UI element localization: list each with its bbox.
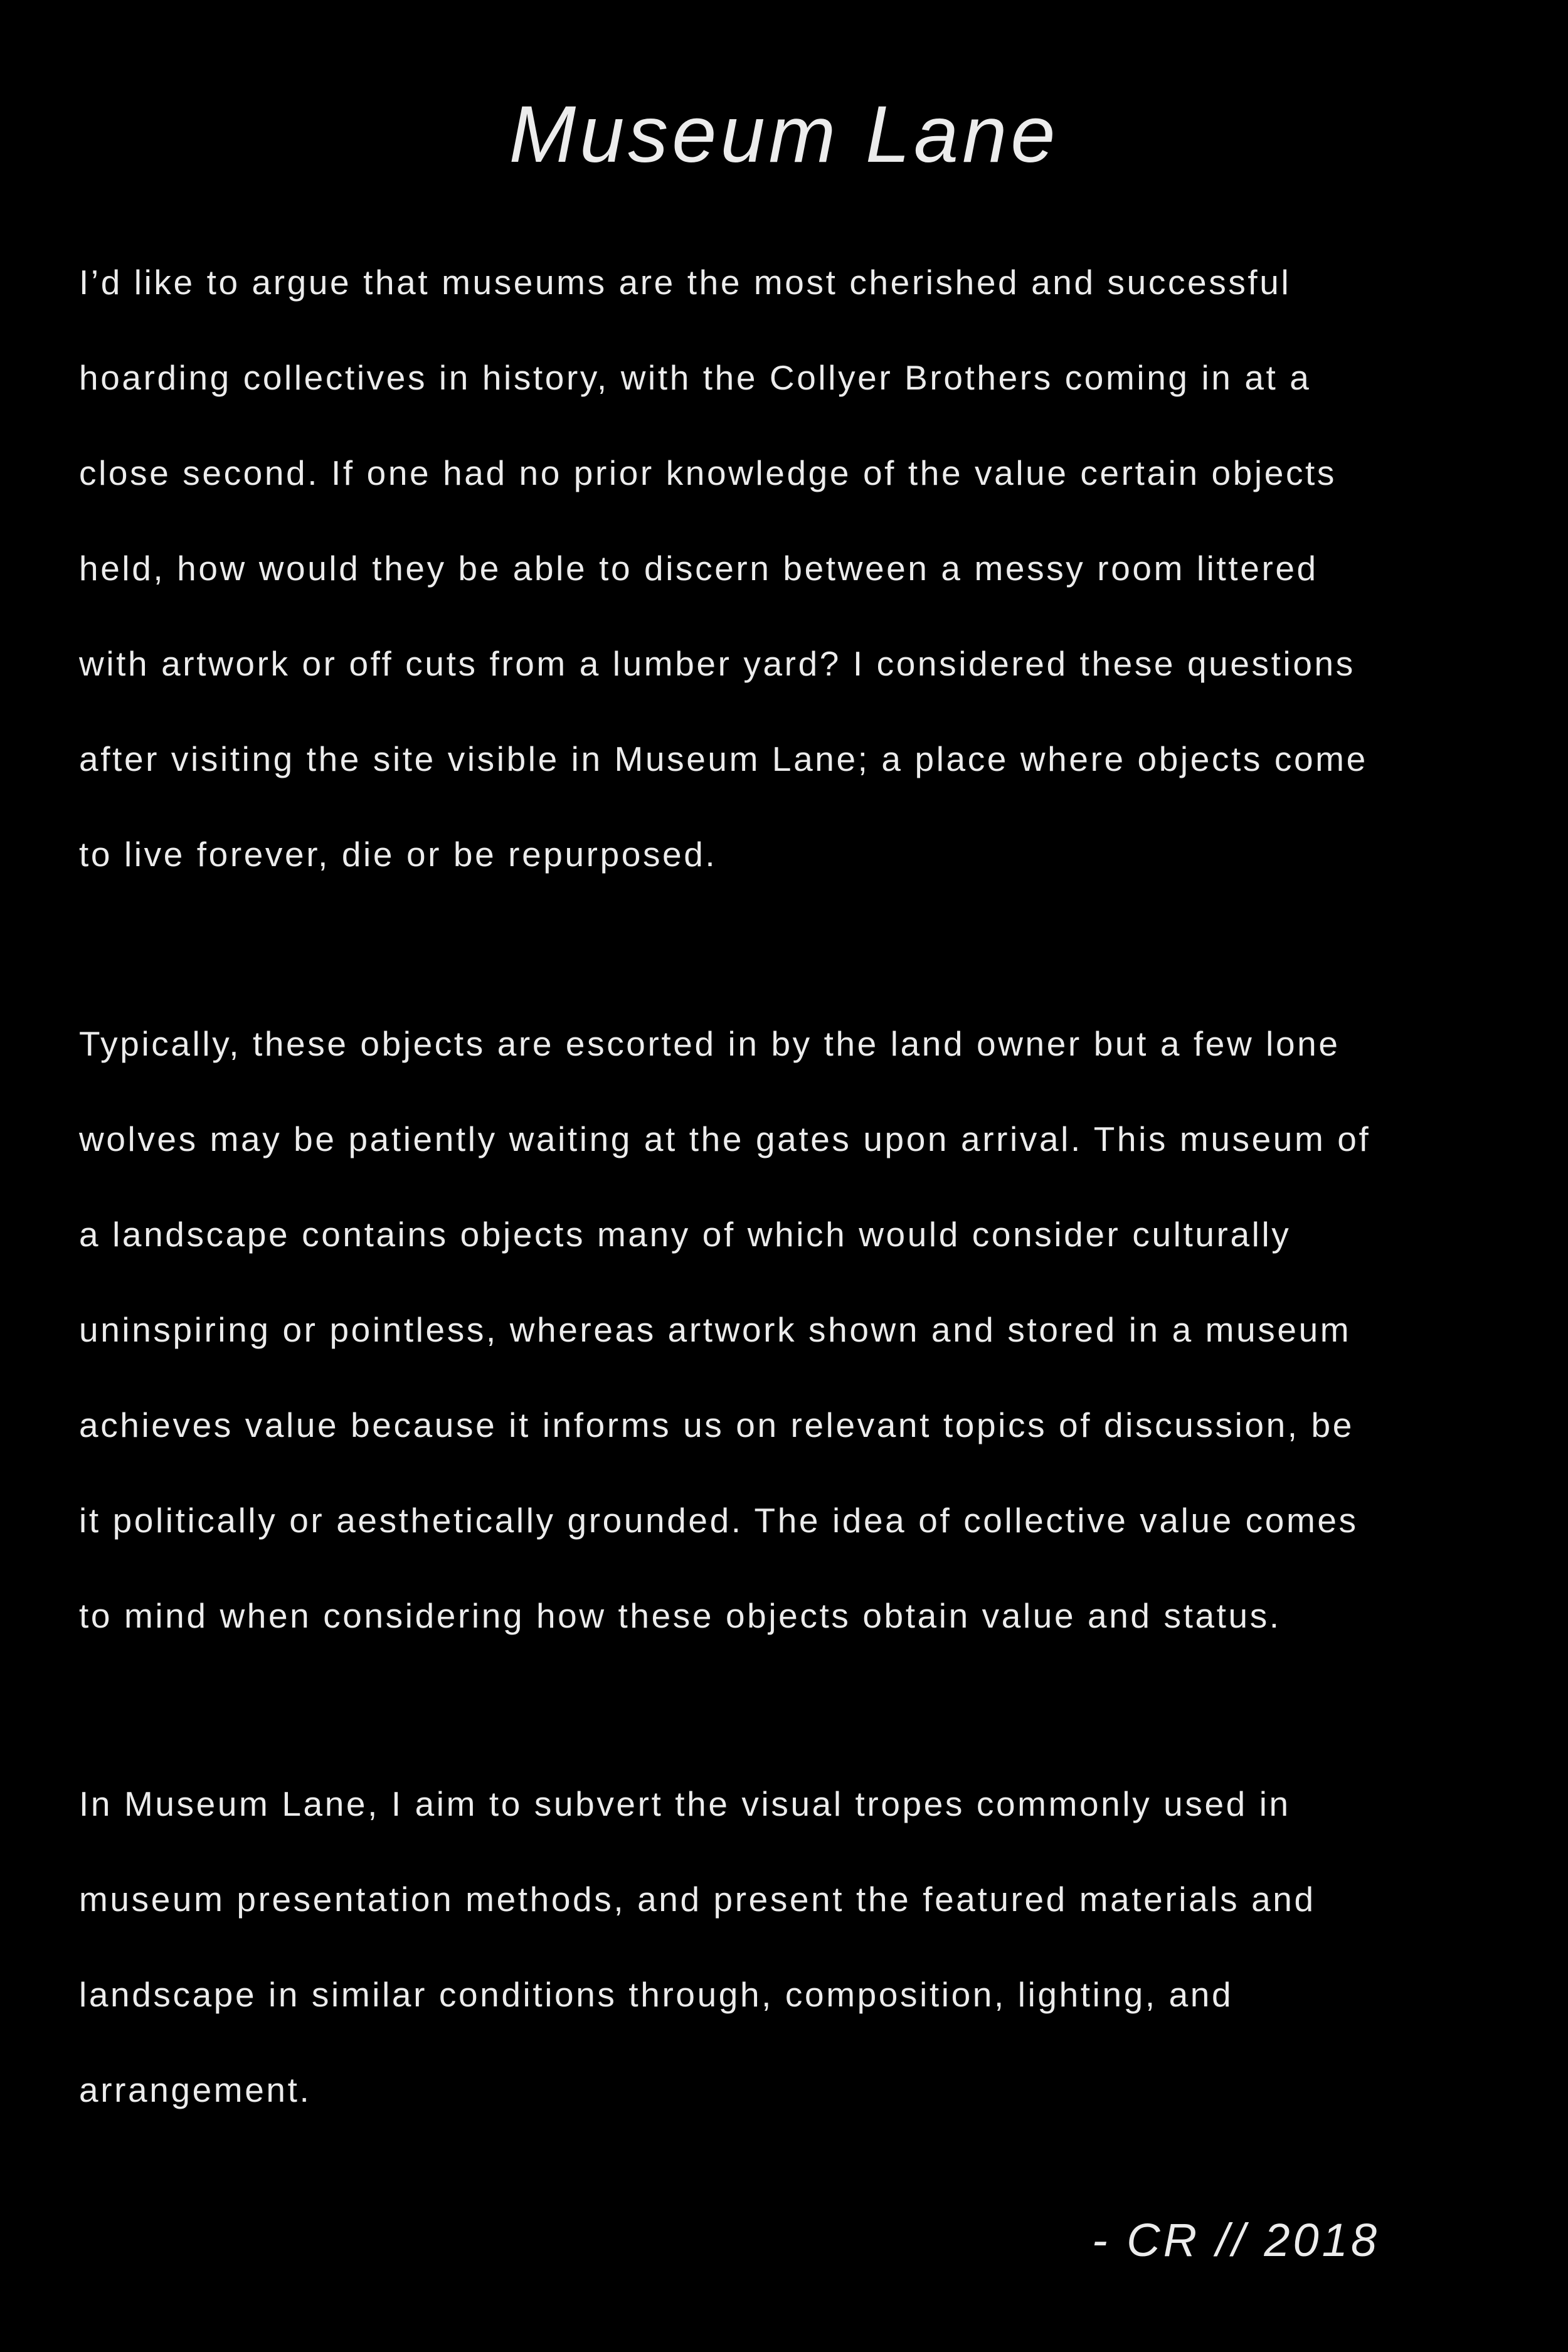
text-line: a landscape contains objects many of which would consider culturally	[79, 1215, 1291, 1254]
text-line: I’d like to argue that museums are the most cherished and successful	[79, 263, 1291, 302]
text-line: arrangement.	[79, 2070, 312, 2109]
paragraph-2	[79, 996, 1370, 1663]
text-line: after visiting the site visible in Museum Lane; a place where objects come	[79, 739, 1368, 778]
text-line: hoarding collectives in history, with the Collyer Brothers coming in at a	[79, 358, 1311, 397]
text-line: with artwork or off cuts from a lumber yard? I considered these questions	[79, 644, 1355, 683]
text-line: landscape in similar conditions through, composition, lighting, and	[79, 1975, 1234, 2014]
text-line: uninspiring or pointless, whereas artwork shown and stored in a museum	[79, 1310, 1352, 1349]
paragraph-3	[79, 1756, 1316, 2137]
page-title: Museum Lane	[509, 90, 1059, 179]
text-line: held, how would they be able to discern between a messy room littered	[79, 549, 1318, 588]
text-line: close second. If one had no prior knowledge of the value certain objects	[79, 453, 1337, 492]
text-line: Typically, these objects are escorted in by the land owner but a few lone	[79, 1024, 1340, 1063]
text-line: to mind when considering how these objects obtain value and status.	[79, 1596, 1281, 1635]
paragraph-1	[79, 235, 1368, 902]
author-signature: - CR // 2018	[1092, 2214, 1380, 2266]
text-line: achieves value because it informs us on relevant topics of discussion, be	[79, 1406, 1354, 1444]
text-line: wolves may be patiently waiting at the gates upon arrival. This museum of	[79, 1120, 1371, 1158]
text-line: museum presentation methods, and present the featured materials and	[79, 1880, 1316, 1919]
text-line: to live forever, die or be repurposed.	[79, 835, 718, 874]
text-line: In Museum Lane, I aim to subvert the visual tropes commonly used in	[79, 1784, 1291, 1823]
text-line: it politically or aesthetically grounded. The idea of collective value comes	[79, 1501, 1359, 1540]
